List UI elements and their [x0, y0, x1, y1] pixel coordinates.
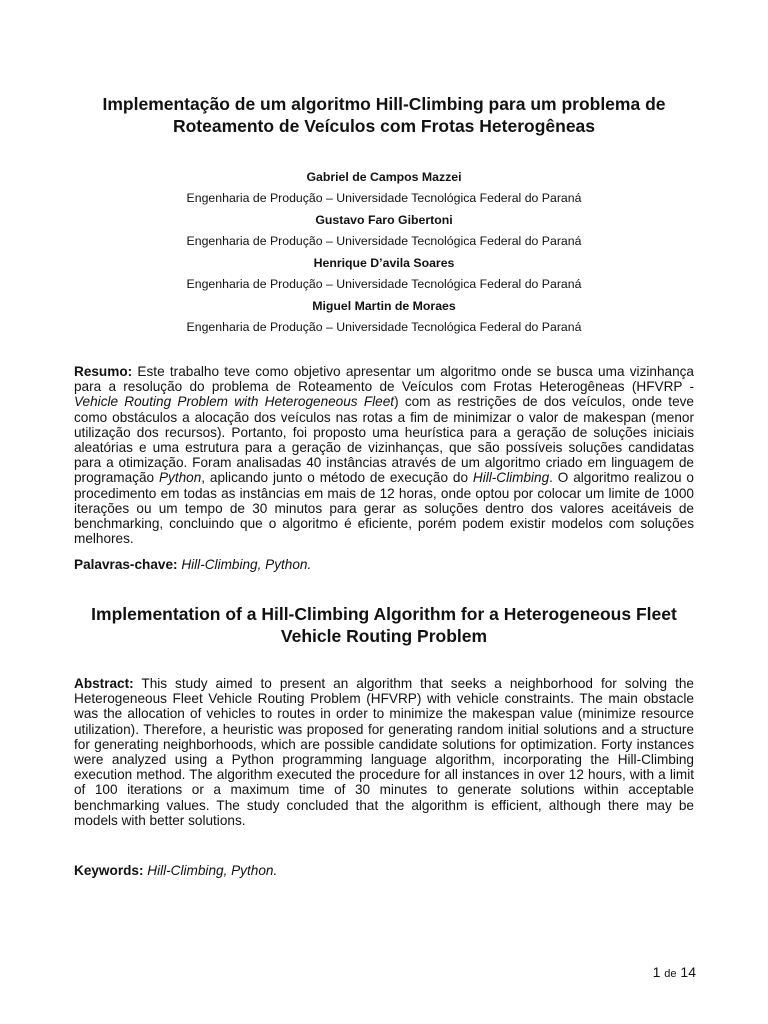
page-number: [653, 964, 696, 980]
resumo-text: . O algoritmo realizou o procedimento em todas as instâncias em mais de 12 horas, onde optou por colocar um limite de 1000 iterações ou um tempo de 30 minutos para gerar as soluções dentro dos valores aceitáveis de benchmarking, concluindo que o algoritmo é eficiente, porém podem existir modelos com soluções melhores.: [74, 470, 694, 547]
resumo-text: ) com as restrições de dos veículos, onde teve como obstáculos a alocação dos veículos nas rotas a fim de minimizar o valor de makespan (menor utilização dos recursos). Portanto, foi proposto uma heurística para a geração de soluções iniciais aleatórias e uma estrutura para a geração de vizinhanças, que são possíveis soluções candidatas para a otimização. Foram analisadas 40 instâncias através de um algoritmo criado em linguagem de programação: [74, 394, 694, 486]
author-affiliation: Engenharia de Produção – Universidade Tecnológica Federal do Paraná: [186, 191, 582, 205]
page-of: de: [664, 968, 677, 980]
author-name: Miguel Martin de Moraes: [312, 299, 456, 313]
resumo-text: , aplicando junto o método de execução do: [201, 470, 473, 486]
keywords-value: Hill-Climbing, Python.: [147, 863, 278, 878]
abstract-paragraph: [74, 676, 694, 828]
author-name: Gustavo Faro Gibertoni: [315, 213, 453, 227]
palavras-chave-line: [74, 557, 694, 572]
author-name: Henrique D’avila Soares: [313, 256, 455, 270]
resumo-paragraph: [74, 364, 694, 546]
palavras-chave-label: Palavras-chave:: [74, 557, 178, 572]
title-english: Implementation of a Hill-Climbing Algorithm for a Heterogeneous Fleet Vehicle Routing Problem: [91, 604, 677, 646]
abstract-text: This study aimed to present an algorithm that seeks a neighborhood for solving the Heterogeneous Fleet Vehicle Routing Problem (HFVRP) with vehicle constraints. The main obstacle was the allocation of vehicles to routes in order to minimize the makespan value (minimize resource utilization). Therefore, a heuristic was proposed for generating random initial solutions and a structure for generating neighborhoods, which are possible candidate solutions for optimization. Forty instances were analyzed using a Python programming language algorithm, incorporating the Hill-Climbing execution method. The algorithm executed the procedure for all instances in over 12 hours, with a limit of 100 iterations or a maximum time of 30 minutes to generate solutions within acceptable benchmarking values. The study concluded that the algorithm is efficient, although there may be models with better solutions.: [74, 676, 694, 828]
resumo-italic-term: Python: [158, 470, 202, 486]
resumo-italic-term: Vehicle Routing Problem with Heterogeneous Fleet: [74, 394, 395, 410]
author-affiliation: Engenharia de Produção – Universidade Tecnológica Federal do Paraná: [186, 234, 582, 248]
page-total: 14: [680, 964, 696, 980]
page-current: 1: [652, 964, 661, 980]
author-affiliation: Engenharia de Produção – Universidade Tecnológica Federal do Paraná: [186, 320, 582, 334]
keywords-line: [74, 863, 694, 878]
title-portuguese: Implementação de um algoritmo Hill-Climbing para um problema de Roteamento de Veículos com Frotas Heterogêneas: [102, 94, 666, 136]
resumo-text: Este trabalho teve como objetivo apresentar um algoritmo onde se busca uma vizinhança para a resolução do problema de Roteamento de Veículos com Frotas Heterogêneas (HFVRP -: [74, 364, 694, 395]
authors-block: [60, 166, 708, 338]
palavras-chave-value: Hill-Climbing, Python.: [181, 557, 312, 572]
author-affiliation: Engenharia de Produção – Universidade Tecnológica Federal do Paraná: [186, 277, 582, 291]
author-name: Gabriel de Campos Mazzei: [306, 170, 462, 184]
keywords-label: Keywords:: [74, 863, 144, 878]
resumo-italic-term: Hill-Climbing: [472, 470, 550, 486]
abstract-label: Abstract:: [74, 676, 134, 691]
resumo-label: Resumo:: [74, 364, 133, 379]
